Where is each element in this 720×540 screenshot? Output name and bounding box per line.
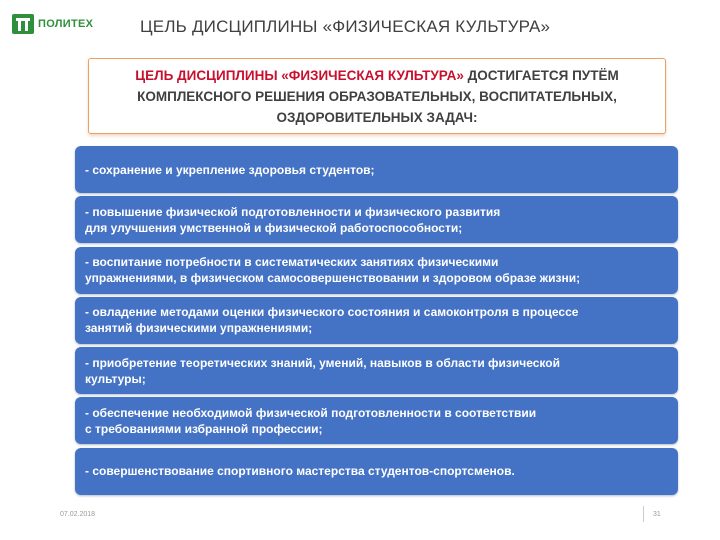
goal-line-1: [135, 65, 618, 86]
logo: [12, 14, 93, 34]
task-item: [75, 247, 678, 294]
task-line-2: для улучшения умственной и физической работоспособности;: [85, 220, 463, 235]
task-line-1: - воспитание потребности в систематических занятиях физическими: [85, 255, 499, 270]
task-item: [75, 297, 678, 344]
goal-statement-box: [88, 58, 666, 134]
footer-divider: [643, 506, 644, 522]
task-line-1: - сохранение и укрепление здоровья студентов;: [85, 162, 375, 177]
page-number: 31: [653, 511, 661, 518]
task-item: [75, 397, 678, 444]
task-line-1: - овладение методами оценки физического состояния и самоконтроля в процессе: [85, 305, 579, 320]
task-list: [75, 146, 678, 498]
task-line-2: культуры;: [85, 371, 146, 386]
logo-text: ПОЛИТЕХ: [38, 18, 94, 30]
goal-line-1-rest: ДОСТИГАЕТСЯ ПУТЁМ: [463, 67, 619, 83]
slide-title: ЦЕЛЬ ДИСЦИПЛИНЫ «ФИЗИЧЕСКАЯ КУЛЬТУРА»: [140, 17, 551, 36]
task-item: [75, 448, 678, 495]
task-line-1: - приобретение теоретических знаний, умений, навыков в области физической: [85, 355, 560, 370]
task-line-2: упражнениями, в физическом самосовершенствовании и здоровом образе жизни;: [85, 271, 581, 286]
task-line-2: занятий физическими упражнениями;: [85, 321, 313, 336]
task-line-1: - повышение физической подготовленности и физического развития: [85, 204, 501, 219]
task-line-2: с требованиями избранной профессии;: [85, 421, 323, 436]
footer-date: 07.02.2018: [60, 511, 96, 518]
task-line-1: - обеспечение необходимой физической подготовленности в соответствии: [85, 405, 537, 420]
politech-logo-icon: [12, 14, 34, 34]
goal-highlight: ЦЕЛЬ ДИСЦИПЛИНЫ «ФИЗИЧЕСКАЯ КУЛЬТУРА»: [135, 67, 464, 83]
goal-line-2: КОМПЛЕКСНОГО РЕШЕНИЯ ОБРАЗОВАТЕЛЬНЫХ, ВОСПИТАТЕЛЬНЫХ,: [137, 88, 617, 104]
task-line-1: - совершенствование спортивного мастерства студентов-спортсменов.: [85, 464, 515, 479]
task-item: [75, 146, 678, 193]
task-item: [75, 196, 678, 243]
task-item: [75, 347, 678, 394]
goal-line-3: ОЗДОРОВИТЕЛЬНЫХ ЗАДАЧ:: [276, 109, 478, 125]
